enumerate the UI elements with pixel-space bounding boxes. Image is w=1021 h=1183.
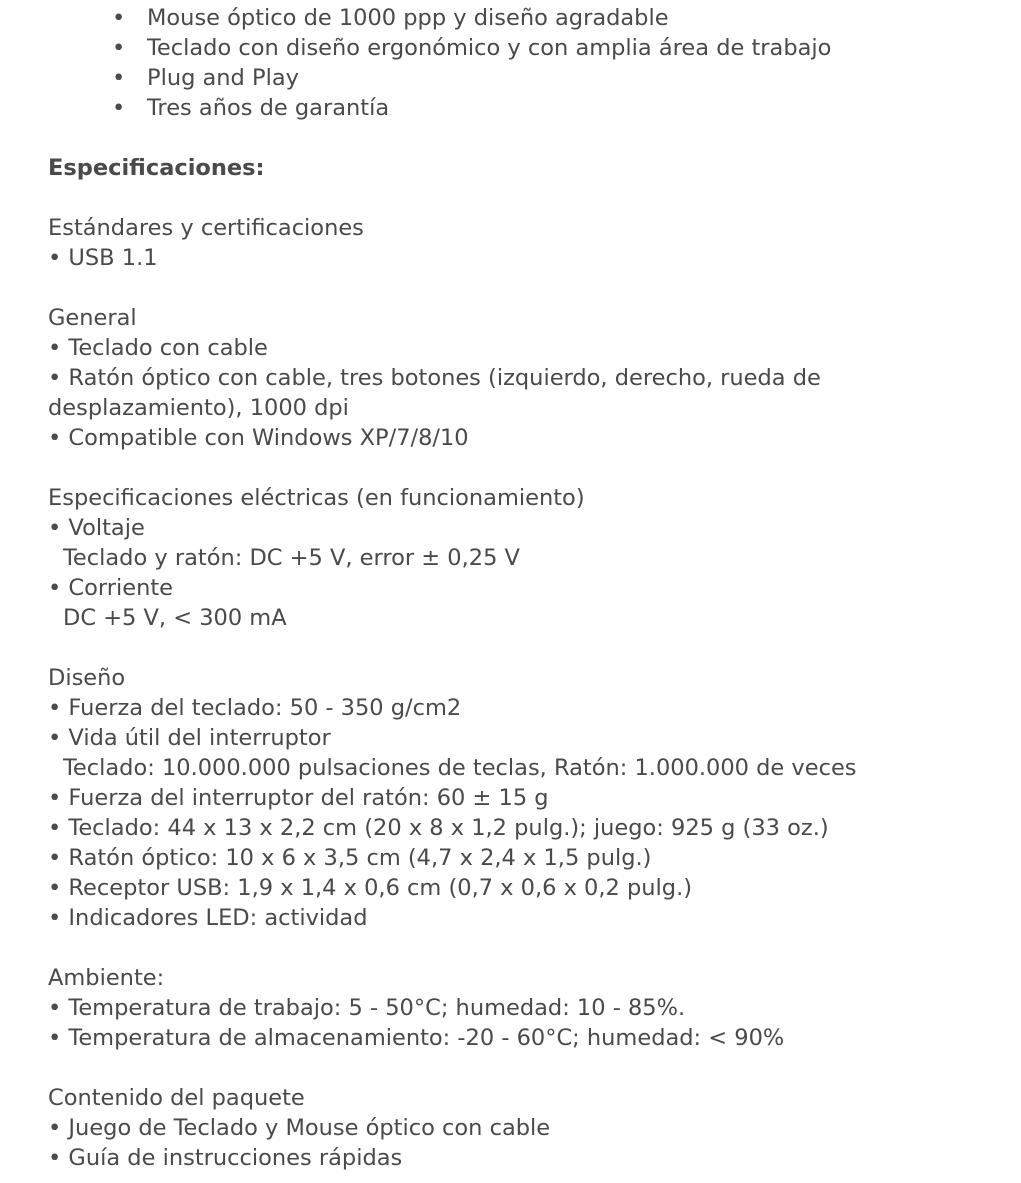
spec-item: • Voltaje — [48, 515, 145, 541]
spec-item: • Receptor USB: 1,9 x 1,4 x 0,6 cm (0,7 x 0,6 x 0,2 pulg.) — [48, 875, 692, 901]
list-item: • Plug and Play — [112, 65, 299, 91]
section-design — [0, 663, 1021, 933]
spec-item: • Fuerza del teclado: 50 - 350 g/cm2 — [48, 695, 462, 721]
list-item: • Teclado con diseño ergonómico y con amplia área de trabajo — [112, 35, 832, 61]
section-title: Contenido del paquete — [48, 1085, 305, 1111]
spec-item: • Juego de Teclado y Mouse óptico con cable — [48, 1115, 551, 1141]
section-package — [0, 1083, 1021, 1173]
section-title: Especificaciones eléctricas (en funcionamiento) — [48, 485, 585, 511]
spec-item: • Corriente — [48, 575, 174, 601]
spacer — [0, 1053, 1021, 1083]
spec-item: • Teclado con cable — [48, 335, 268, 361]
spec-detail: DC +5 V, < 300 mA — [63, 605, 287, 631]
spec-item: desplazamiento), 1000 dpi — [48, 395, 349, 421]
section-title: Ambiente: — [48, 965, 165, 991]
spec-item: • Fuerza del interruptor del ratón: 60 ± 15 g — [48, 785, 549, 811]
product-description — [0, 3, 1021, 1173]
spec-detail: Teclado: 10.000.000 pulsaciones de teclas, Ratón: 1.000.000 de veces — [63, 755, 857, 781]
spec-item: • Temperatura de trabajo: 5 - 50°C; humedad: 10 - 85%. — [48, 995, 686, 1021]
spec-item: • Ratón óptico con cable, tres botones (izquierdo, derecho, rueda de — [48, 365, 821, 391]
section-title: Estándares y certificaciones — [48, 215, 364, 241]
spacer — [0, 933, 1021, 963]
spec-item: • Temperatura de almacenamiento: -20 - 60°C; humedad: < 90% — [48, 1025, 785, 1051]
section-electrical — [0, 483, 1021, 633]
spec-item: • USB 1.1 — [48, 245, 158, 271]
section-general — [0, 303, 1021, 453]
section-environment — [0, 963, 1021, 1053]
spacer — [0, 183, 1021, 213]
spec-item: • Ratón óptico: 10 x 6 x 3,5 cm (4,7 x 2,4 x 1,5 pulg.) — [48, 845, 652, 871]
spacer — [0, 123, 1021, 153]
spec-item: • Indicadores LED: actividad — [48, 905, 368, 931]
section-title: Diseño — [48, 665, 126, 691]
spacer — [0, 453, 1021, 483]
list-item: • Mouse óptico de 1000 ppp y diseño agradable — [112, 5, 669, 31]
spec-detail: Teclado y ratón: DC +5 V, error ± 0,25 V — [63, 545, 520, 571]
spacer — [0, 273, 1021, 303]
section-standards — [0, 213, 1021, 273]
section-title: General — [48, 305, 137, 331]
feature-list — [0, 3, 1021, 123]
list-item: • Tres años de garantía — [112, 95, 390, 121]
spec-item: • Vida útil del interruptor — [48, 725, 331, 751]
spec-item: • Compatible con Windows XP/7/8/10 — [48, 425, 469, 451]
spacer — [0, 633, 1021, 663]
specs-heading: Especificaciones: — [48, 155, 265, 181]
bullet-icon: • — [112, 65, 126, 91]
bullet-icon: • — [112, 95, 126, 121]
bullet-icon: • — [112, 5, 126, 31]
spec-item: • Guía de instrucciones rápidas — [48, 1145, 403, 1171]
bullet-icon: • — [112, 35, 126, 61]
spec-item: • Teclado: 44 x 13 x 2,2 cm (20 x 8 x 1,2 pulg.); juego: 925 g (33 oz.) — [48, 815, 829, 841]
